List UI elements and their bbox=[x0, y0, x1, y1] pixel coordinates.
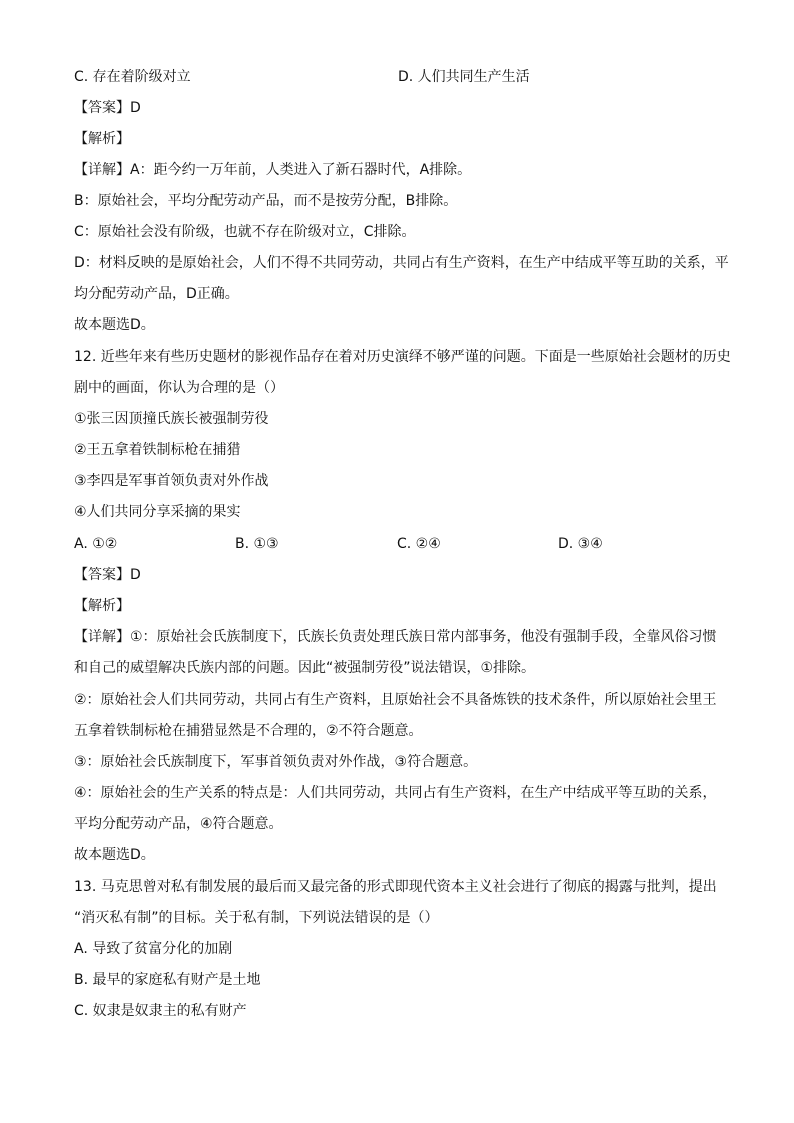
q11-detail-line: C：原始社会没有阶级，也就不存在阶级对立，C排除。 bbox=[74, 224, 416, 240]
q12-stem-line: 剧中的画面，你认为合理的是（） bbox=[74, 380, 284, 396]
q12-item: ②王五拿着铁制标枪在捕猎 bbox=[74, 442, 241, 458]
q11-answer: 【答案】D bbox=[74, 100, 141, 116]
q12-analysis-label: 【解析】 bbox=[74, 598, 130, 614]
q12-detail-line: ③：原始社会氏族制度下，军事首领负责对外作战，③符合题意。 bbox=[74, 754, 478, 770]
q12-detail-line: ④：原始社会的生产关系的特点是：人们共同劳动，共同占有生产资料，在生产中结成平等互助的关系， bbox=[74, 785, 717, 801]
q11-detail-line: D：材料反映的是原始社会，人们不得不共同劳动，共同占有生产资料，在生产中结成平等互助的关系，平 bbox=[74, 255, 729, 271]
q12-detail-line: ②：原始社会人们共同劳动，共同占有生产资料，且原始社会不具备炼铁的技术条件，所以原始社会里王 bbox=[74, 692, 717, 708]
q13-option: C. 奴隶是奴隶主的私有财产 bbox=[74, 1003, 247, 1019]
q12-detail-line: 平均分配劳动产品，④符合题意。 bbox=[74, 816, 283, 832]
q13-option: B. 最早的家庭私有财产是土地 bbox=[74, 972, 261, 988]
q12-detail-line: 【详解】①：原始社会氏族制度下，氏族长负责处理氏族日常内部事务，他没有强制手段，全靠风俗习惯 bbox=[74, 629, 717, 645]
q11-detail-line: 【详解】A：距今约一万年前，人类进入了新石器时代，A排除。 bbox=[74, 162, 472, 178]
q11-detail-line: B：原始社会，平均分配劳动产品，而不是按劳分配，B排除。 bbox=[74, 193, 458, 209]
q12-stem-line: 12. 近些年来有些历史题材的影视作品存在着对历史演绎不够严谨的问题。下面是一些原始社会题材的历史 bbox=[74, 349, 731, 365]
q12-answer: 【答案】D bbox=[74, 567, 141, 583]
q12-option-a: A. ①② bbox=[74, 536, 118, 552]
q12-option-b: B. ①③ bbox=[235, 536, 279, 552]
q11-detail-line: 故本题选D。 bbox=[74, 317, 155, 333]
q13-option: A. 导致了贫富分化的加剧 bbox=[74, 941, 233, 957]
q11-detail-line: 均分配劳动产品，D正确。 bbox=[74, 286, 239, 302]
q11-option-c: C. 存在着阶级对立 bbox=[74, 69, 191, 85]
q13-stem-line: “消灭私有制”的目标。关于私有制，下列说法错误的是（） bbox=[74, 910, 439, 926]
q13-stem-line: 13. 马克思曾对私有制发展的最后而又最完备的形式即现代资本主义社会进行了彻底的揭露与批判，提出 bbox=[74, 879, 717, 895]
q12-item: ③李四是军事首领负责对外作战 bbox=[74, 473, 269, 489]
q12-option-c: C. ②④ bbox=[397, 536, 441, 552]
q11-option-d: D. 人们共同生产生活 bbox=[398, 69, 530, 85]
q11-analysis-label: 【解析】 bbox=[74, 131, 130, 147]
q12-detail-line: 五拿着铁制标枪在捕猎显然是不合理的，②不符合题意。 bbox=[74, 723, 423, 739]
q12-option-d: D. ③④ bbox=[558, 536, 603, 552]
q12-detail-line: 故本题选D。 bbox=[74, 847, 155, 863]
q12-detail-line: 和自己的威望解决氏族内部的问题。因此“被强制劳役”说法错误，①排除。 bbox=[74, 660, 536, 676]
q12-item: ①张三因顶撞氏族长被强制劳役 bbox=[74, 411, 269, 427]
q12-item: ④人们共同分享采摘的果实 bbox=[74, 504, 241, 520]
